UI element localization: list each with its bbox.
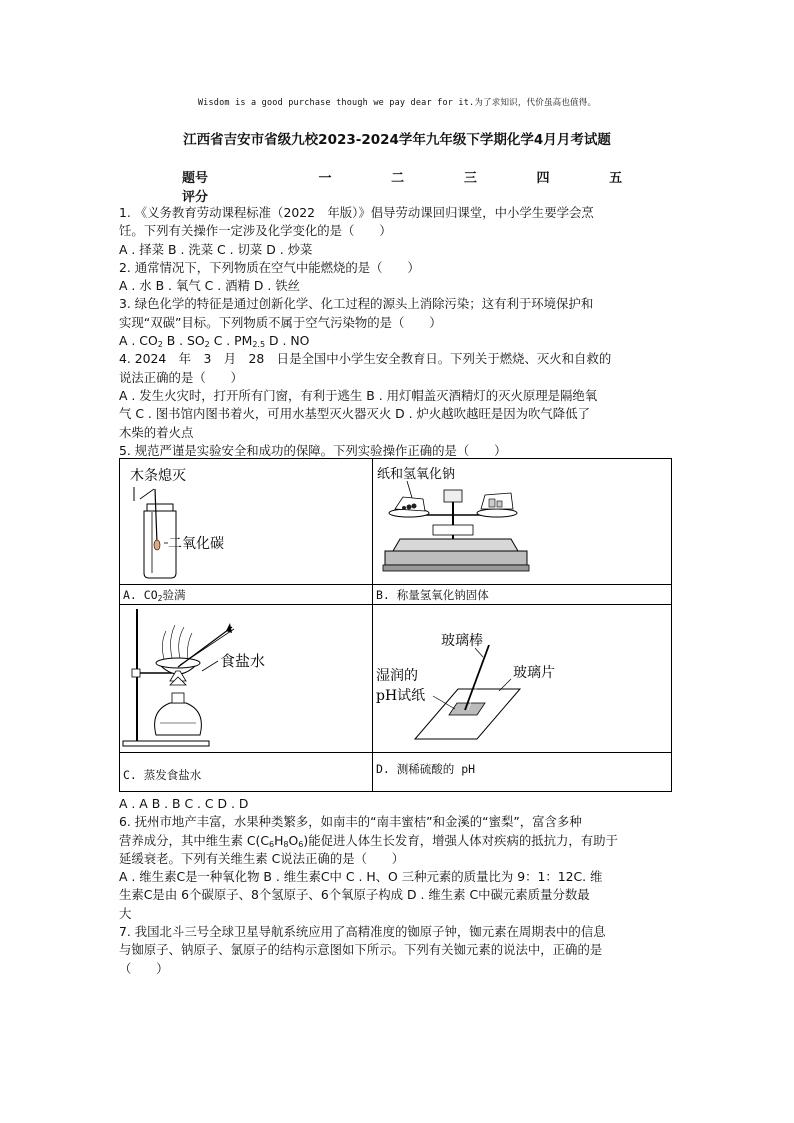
- evaporation-figure: [120, 605, 372, 752]
- subscript: 2: [157, 594, 163, 603]
- cell-a-figure: [120, 459, 372, 584]
- score-col-3: 三: [463, 170, 477, 186]
- q6-options-line1: A . 维生素C是一种氧化物 B . 维生素C中 C . H、O 三种元素的质量比为 9：1：12C. 维: [119, 869, 603, 885]
- subscript: 6: [268, 839, 275, 849]
- page-motto: Wisdom is a good purchase though we pay dear for it.为了求知识，代价虽高也值得。: [197, 98, 597, 108]
- c-label: 食盐水: [220, 652, 266, 670]
- a-label-top: 木条熄灭: [130, 468, 186, 484]
- q7-stem-line2: 与铷原子、钠原子、氯原子的结构示意图如下所示。下列有关铷元素的说法中，正确的是: [119, 942, 603, 958]
- balance-figure: [373, 459, 671, 584]
- subscript: 2: [204, 340, 210, 350]
- q6-stem-line2: [119, 832, 679, 850]
- q1-stem-line1: 1. 《义务教育劳动课程标准（2022 年版）》倡导劳动课回归课堂，中小学生要学会烹: [119, 205, 594, 220]
- d-label-rod: 玻璃棒: [441, 633, 483, 649]
- q6-h: H: [274, 832, 284, 848]
- b-label: 纸和氢氧化钠: [377, 467, 456, 482]
- q6-stem-line1: 6. 抚州市地产丰富，水果种类繁多，如南丰的“南丰蜜桔”和金溪的“蜜梨”，富含多种: [119, 814, 582, 830]
- q7-stem-line3: （ ）: [119, 960, 169, 976]
- q4-options-line3: 木柴的着火点: [119, 424, 194, 440]
- score-col-4: 四: [536, 170, 550, 186]
- score-col-5: 五: [609, 170, 623, 186]
- a-caption: [123, 587, 185, 603]
- q3-option-d: D . NO: [265, 333, 310, 349]
- cell-d-figure: [373, 605, 671, 752]
- cell-b-figure: [373, 459, 671, 584]
- d-label-paper-1: 湿润的: [376, 668, 418, 684]
- score-col-1: 一: [318, 170, 332, 186]
- questions-1-5: [119, 204, 679, 460]
- c-caption: C. 蒸发食盐水: [123, 768, 202, 782]
- q5-options: A . A B . B C . C D . D: [119, 796, 249, 811]
- b-caption: B. 称量氢氧化钠固体: [376, 588, 489, 602]
- score-row: [182, 186, 652, 204]
- ph-test-figure: [373, 605, 671, 752]
- subscript: 8: [283, 839, 289, 849]
- experiment-table: [119, 458, 672, 792]
- table-divider: [120, 752, 671, 753]
- q4-options-line1: A . 发生火灾时，打开所有门窗，有利于逃生 B . 用灯帽盖灭酒精灯的灭火原理是隔绝氧: [119, 387, 598, 403]
- a-caption-tail: 验满: [162, 588, 186, 602]
- q2-options: A . 水 B . 氧气 C . 酒精 D . 铁丝: [119, 278, 300, 294]
- a-caption-text: A. CO: [123, 588, 158, 602]
- q4-stem-line2: 说法正确的是（ ）: [119, 369, 243, 385]
- d-label-paper-2: pH试纸: [376, 688, 426, 704]
- a-label-gas: 二氧化碳: [168, 536, 224, 552]
- subscript: 2.5: [252, 340, 266, 350]
- cell-c-figure: [120, 605, 372, 752]
- q6-options-line2: 生素C是由 6个碳原子、8个氢原子、6个氧原子构成 D . 维生素 C中碳元素质量分数最: [119, 887, 590, 903]
- q5-stem: 5. 规范严谨是实验安全和成功的保障。下列实验操作正确的是（ ）: [119, 442, 507, 458]
- q4-stem-line1: 4. 2024 年 3 月 28 日是全国中小学生安全教育日。下列关于燃烧、灭火和自救的: [119, 351, 612, 367]
- q3-stem-line2: 实现“双碳”目标。下列物质不属于空气污染物的是（ ）: [119, 314, 442, 330]
- q6-options-line3: 大: [119, 905, 132, 921]
- exam-title: 江西省吉安市省级九校2023-2024学年九年级下学期化学4月月考试题: [183, 132, 611, 148]
- q3-option-b: B . SO: [162, 333, 205, 349]
- q4-options-line2: 气 C . 图书馆内图书着火，可用水基型灭火器灭火 D . 炉火越吹越旺是因为吹气降低了: [119, 406, 590, 422]
- q2-stem: 2. 通常情况下，下列物质在空气中能燃烧的是（ ）: [119, 259, 420, 275]
- q6-o: O: [288, 832, 299, 848]
- q1-stem-line2: 饪。下列有关操作一定涉及化学变化的是（ ）: [119, 223, 392, 239]
- q6-line2-pre: 营养成分，其中维生素 C(C: [119, 832, 269, 848]
- q6-stem-line3: 延缓衰老。下列有关维生素 C说法正确的是（ ）: [119, 850, 405, 866]
- q6-line2-post: )能促进人体生长发育，增强人体对疾病的抵抗力，有助于: [303, 832, 618, 848]
- subscript: 2: [157, 340, 163, 350]
- score-row2-label: 评分: [182, 189, 209, 205]
- q7-stem-line1: 7. 我国北斗三号全球卫星导航系统应用了高精准度的铷原子钟，铷元素在周期表中的信息: [119, 924, 606, 940]
- d-label-plate: 玻璃片: [513, 665, 555, 681]
- score-header-row: [182, 166, 652, 186]
- score-table: [182, 166, 652, 204]
- score-col-2: 二: [391, 170, 405, 186]
- q1-options: A . 择菜 B . 洗菜 C . 切菜 D . 炒菜: [119, 241, 313, 257]
- d-caption: D. 测稀硫酸的 pH: [376, 762, 476, 776]
- co2-full-check-figure: [120, 459, 372, 584]
- q3-stem-line1: 3. 绿色化学的特征是通过创新化学、化工过程的源头上消除污染；这有利于环境保护和: [119, 296, 594, 312]
- q3-option-c: C . PM: [209, 333, 253, 349]
- questions-5-7: [119, 795, 679, 978]
- subscript: 6: [298, 839, 304, 849]
- score-row1-label: 题号: [182, 170, 209, 186]
- table-divider: [120, 584, 671, 585]
- q3-option-a: A . CO: [119, 333, 158, 349]
- q3-options: [119, 332, 679, 350]
